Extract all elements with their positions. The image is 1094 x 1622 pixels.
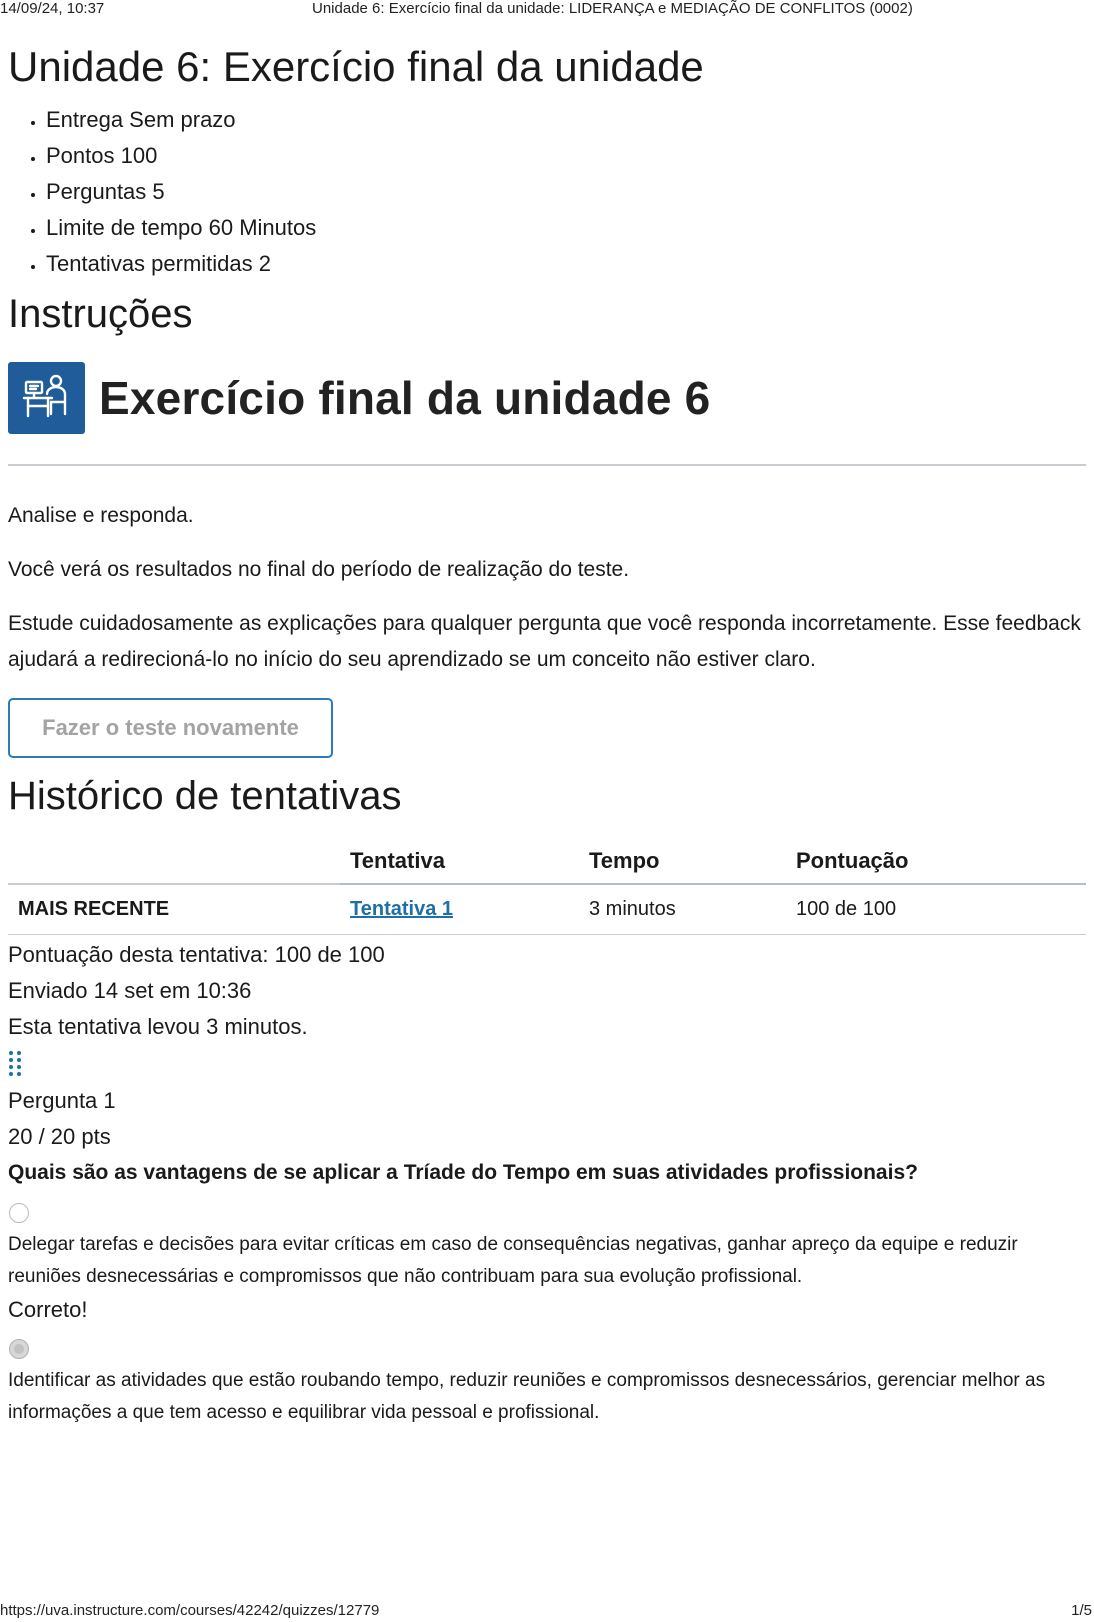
instructions-paragraph-1: Analise e responda. xyxy=(8,504,194,527)
divider xyxy=(8,464,1086,466)
print-footer xyxy=(0,1602,1094,1622)
time-cell: 3 minutos xyxy=(579,884,786,934)
print-doc-title: Unidade 6: Exercício final da unidade: LIDERANÇA e MEDIAÇÃO DE CONFLITOS (0002) xyxy=(312,0,913,17)
column-header-attempt: Tentativa xyxy=(340,838,579,884)
answer-1-text: Delegar tarefas e decisões para evitar críticas em caso de consequências negativas, ganhar apreço da equipe e reduzir reuniões desnecessárias e compromissos que não contribuam para sua evolução profissional. xyxy=(8,1233,1018,1287)
detail-questions: • Perguntas 5 xyxy=(46,174,1086,210)
print-header xyxy=(0,0,1094,18)
attempt-history-heading: Histórico de tentativas xyxy=(8,774,402,818)
instructions-banner xyxy=(8,360,1086,436)
most-recent-badge: MAIS RECENTE xyxy=(8,884,340,934)
attempt-link[interactable]: Tentativa 1 xyxy=(350,897,453,920)
instructions-paragraph-2: Você verá os resultados no final do período de realização do teste. xyxy=(8,558,630,581)
detail-due: • Entrega Sem prazo xyxy=(46,102,1086,138)
quiz-details xyxy=(8,102,1086,282)
question-text: Quais são as vantagens de se aplicar a Tríade do Tempo em suas atividades profissionais? xyxy=(8,1160,918,1184)
question-label: Pergunta 1 xyxy=(8,1087,116,1113)
instructions-heading: Instruções xyxy=(8,292,193,336)
column-header-score: Pontuação xyxy=(786,838,1086,884)
drag-handle-icon[interactable] xyxy=(8,1049,1086,1083)
attempt-duration: Esta tentativa levou 3 minutos. xyxy=(8,1013,308,1039)
person-at-desk-icon xyxy=(8,362,85,434)
correct-feedback-label: Correto! xyxy=(8,1296,88,1322)
print-url: https://uva.instructure.com/courses/42242/quizzes/12779 xyxy=(0,1602,380,1619)
print-page-number: 1/5 xyxy=(1071,1602,1092,1619)
table-row xyxy=(8,884,1086,934)
banner-title: Exercício final da unidade 6 xyxy=(99,372,711,424)
main-content xyxy=(8,38,1086,1429)
detail-time-limit: • Limite de tempo 60 Minutos xyxy=(46,210,1086,246)
answer-2-text: Identificar as atividades que estão roubando tempo, reduzir reuniões e compromissos desnecessários, gerenciar melhor as informações a que tem acesso e equilibrar vida pessoal e profissional. xyxy=(8,1369,1046,1423)
retake-quiz-button[interactable]: Fazer o teste novamente xyxy=(8,698,333,758)
answer-1-radio[interactable] xyxy=(9,1203,29,1223)
detail-points: • Pontos 100 xyxy=(46,138,1086,174)
answer-2-radio[interactable] xyxy=(9,1339,29,1359)
table-header-row xyxy=(8,838,1086,884)
page-title: Unidade 6: Exercício final da unidade xyxy=(8,43,704,90)
print-datetime: 14/09/24, 10:37 xyxy=(0,0,105,17)
attempt-score: Pontuação desta tentativa: 100 de 100 xyxy=(8,941,385,967)
detail-attempts-allowed: • Tentativas permitidas 2 xyxy=(46,246,1086,282)
attempt-history-table xyxy=(8,838,1086,935)
column-header-time: Tempo xyxy=(579,838,786,884)
instructions-paragraph-3: Estude cuidadosamente as explicações para qualquer pergunta que você responda incorretamente. Esse feedback ajudará a redirecioná-lo no início do seu aprendizado se um conceito não estiver claro. xyxy=(8,612,1081,671)
score-cell: 100 de 100 xyxy=(786,884,1086,934)
column-header-blank xyxy=(8,838,340,884)
question-points: 20 / 20 pts xyxy=(8,1123,111,1149)
attempt-cell xyxy=(340,884,579,934)
attempt-submitted: Enviado 14 set em 10:36 xyxy=(8,977,252,1003)
